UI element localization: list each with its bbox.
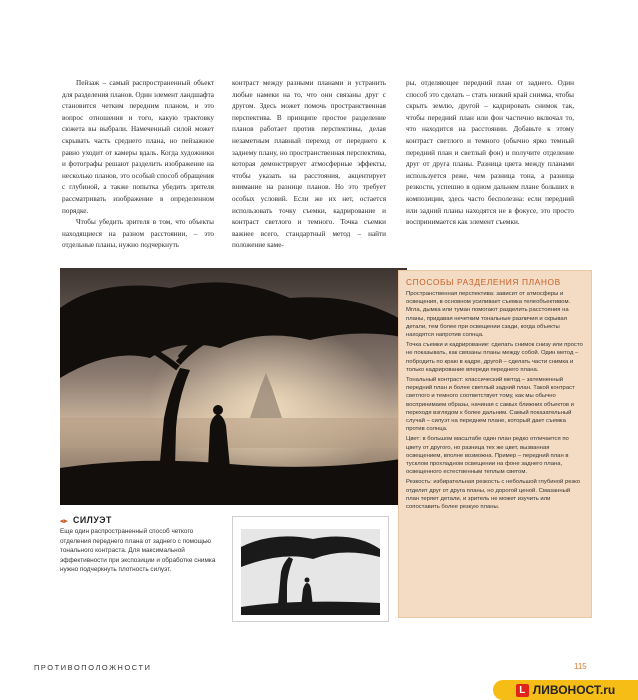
watermark-badge xyxy=(493,680,638,700)
sidebar-paragraph: Пространственная перспектива: зависит от атмосферы и освещения, в основном усиливает съемка телеобъективом. Мгла, дымка или туман помогают разделить расстояния на планы, придавая нечетким тональные различия и скрывая детали, тем более при освещении сзади, когда объекты находятся напротив солнца. xyxy=(406,291,571,339)
sidebar-body xyxy=(406,290,584,511)
caption-text: Еще один распространенный способ четкого отделения переднего плана от заднего с помощью тонального контраста. Для максимальной эффективности при экспозиции и обработке снимка нужно подчеркнуть плотность силуэт. xyxy=(60,528,216,574)
sidebar-paragraph: Точка съемки и кадрирование: сделать снимок снизу или просто не показывать, как связаны планы между собой. Один метод – побродить по краю в кадре, другой – сделать части снимка и только кадрирование впереди переднего плана. xyxy=(406,342,583,373)
sidebar-title: СПОСОБЫ РАЗДЕЛЕНИЯ ПЛАНОВ xyxy=(406,277,561,287)
article-paragraph: ры, отделяющее передний план от заднего. Один способ это сделать – стать низкий край снимка, чтобы скрыть землю, другой – кадрировать снимок так, чтобы передний план или фон частично включал то, что находится на расстоянии. Добавьте к этому контраст светлого и темного (обычно ярко темный передний план и светлый фон) и получите отделение друг от друга планы. Разница цвета между планами используется реже, чем разница тона, а разница резкости, успешно в одном дальнем плане больших в композиции, здесь часто бесполезна: если передний или задний планы находятся не в фокусе, это просто воспринимается как элемент съемки. xyxy=(406,79,574,227)
article-column-3 xyxy=(406,78,574,229)
silhouette-photo xyxy=(60,268,407,505)
page-number: 115 xyxy=(574,662,587,671)
caption-title: СИЛУЭТ xyxy=(72,515,112,525)
sidebar-paragraph: Резкость: избирательная резкость с небольшой глубиной резко отделит друг от друга планы, но дорогой ценой. Смазанный план теряет детали, и зритель не может изучить или сопоставить более резкую планы. xyxy=(406,479,581,511)
article-paragraph: Чтобы убедить зрителя в том, что объекты находящиеся на разном расстоянии, – это отдельные планы, нужно подчеркнуть xyxy=(62,218,214,250)
article-column-1 xyxy=(62,78,214,252)
silhouette-photo-art xyxy=(60,268,407,505)
caption-heading xyxy=(60,515,112,525)
sidebar-box xyxy=(398,270,592,618)
sidebar-paragraph: Цвет: в большом масштабе один план редко отличается по цвету от другого, но разница тех же цвет, вызванная освещением, вполне возможна. Пример – передний план в тусклом прохладном освещении на фоне заднего плана, освещенного естественным теплым светом. xyxy=(406,436,569,476)
silhouette-thumbnail-art xyxy=(233,517,388,621)
caption-arrow-icon: ◂▸ xyxy=(60,518,69,525)
watermark-logo-icon: L xyxy=(516,684,529,697)
sidebar-paragraph: Тональный контраст: классический метод – затемненный передний план и более светлый задний план. Такой контраст светлого и темного соответствует тому, как мы обычно воспринимаем образы, начиная с самых ближних объектов и переходя взглядом к более дальним. Самый показательный случай – силуэт на переднем плане, который дает съемка против солнца. xyxy=(406,377,575,433)
section-title: ПРОТИВОПОЛОЖНОСТИ xyxy=(34,663,152,672)
article-paragraph: Пейзаж – самый распространенный объект для разделения планов. Один элемент ландшафта становится четким передним планом, и это вопрос отношения и того, какую трактовку сюжета вы выбрали. Намеченный силой может скрывать часть среднего плана, но пейзажное равно уходит от камеры вдаль. Когда художники и фотографы решают разделить изображение на несколько планов, это особый способ обращения с глубиной, а также попытка убедить зрителя рассматривать изображение в определенном порядке. xyxy=(62,79,214,215)
silhouette-thumbnail xyxy=(232,516,389,622)
article-paragraph: контраст между разными планами и устранить любые намеки на то, что они связаны друг с другом. Здесь может помочь пространственная перспектива. В принципе простое разделение планов работает против перспективы, делая незаметным плавный переход от переднего к заднему плану, но пространственная перспектива, которая демонстрирует атмосферные эффекты, чтобы указать на расстояния, акцентирует внимание на разнице планов. Но это требует особых условий. Если же их нет, остается использовать точку съемки, кадрирование и контраст светлого и темного. Точка съемки важнее всего, стандартный метод – найти положение каме- xyxy=(232,79,386,250)
article-column-2 xyxy=(232,78,386,252)
watermark-text: ЛИВОНОСТ.ru xyxy=(532,683,616,697)
